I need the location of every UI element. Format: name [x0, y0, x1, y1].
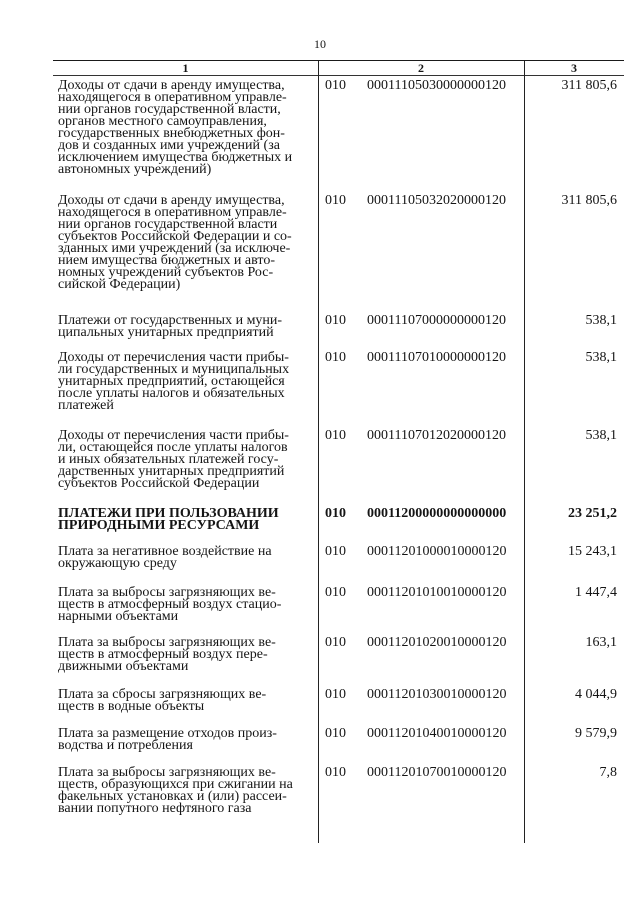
row-name-line: исключением имущества бюджетных и	[58, 150, 293, 165]
row-name-line: Платежи от государственных и муни-	[58, 313, 283, 328]
row-name	[58, 587, 316, 623]
page-number: 10	[314, 37, 326, 51]
row-name	[58, 546, 316, 570]
row-amount: 23 251,2	[568, 506, 617, 521]
row-name-line: номных учреждений субъектов Рос-	[58, 265, 274, 280]
row-amount: 15 243,1	[568, 544, 617, 559]
row-name-line: зданных ими учреждений (за исключе-	[58, 241, 291, 256]
row-amount: 7,8	[599, 765, 617, 780]
row-name-line: ПЛАТЕЖИ ПРИ ПОЛЬЗОВАНИИ	[58, 506, 279, 521]
row-admin-code: 010	[325, 506, 346, 521]
row-name-line: ществ, образующихся при сжигании на	[58, 777, 293, 792]
row-admin-code: 010	[325, 585, 346, 600]
row-name-line: автономных учреждений)	[58, 162, 212, 177]
row-name-line: движными объектами	[58, 659, 189, 674]
row-name-line: Плата за сбросы загрязняющих ве-	[58, 687, 267, 702]
row-budget-code: 00011201010010000120	[367, 585, 507, 600]
row-name-line: факельных установках и (или) рассеи-	[58, 789, 287, 804]
row-name	[58, 315, 316, 339]
row-name-line: Плата за выбросы загрязняющих ве-	[58, 585, 276, 600]
row-name-line: дарственных унитарных предприятий	[58, 464, 285, 479]
row-name-line: Доходы от перечисления части прибы-	[58, 428, 289, 443]
row-name-line: ществ в атмосферный воздух стацио-	[58, 597, 282, 612]
row-budget-code: 00011107010000000120	[367, 350, 506, 365]
row-admin-code: 010	[325, 726, 346, 741]
row-admin-code: 010	[325, 313, 346, 328]
row-name-line: после уплаты налогов и обязательных	[58, 386, 285, 401]
row-amount: 538,1	[585, 350, 617, 365]
row-name-line: ципальных унитарных предприятий	[58, 325, 274, 340]
column-divider-1	[318, 61, 319, 843]
column-divider-2	[524, 61, 525, 843]
row-admin-code: 010	[325, 193, 346, 208]
row-name-line: ли государственных и муниципальных	[58, 362, 290, 377]
row-amount: 4 044,9	[575, 687, 617, 702]
row-amount: 1 447,4	[575, 585, 617, 600]
row-budget-code: 00011107000000000120	[367, 313, 506, 328]
row-name-line: ПРИРОДНЫМИ РЕСУРСАМИ	[58, 518, 260, 533]
row-amount: 538,1	[585, 428, 617, 443]
row-name-line: нии органов государственной власти	[58, 217, 278, 232]
row-name-line: государственных внебюджетных фон-	[58, 126, 285, 141]
row-name	[58, 195, 316, 291]
row-admin-code: 010	[325, 765, 346, 780]
row-name-line: субъектов Российской Федерации и со-	[58, 229, 292, 244]
row-admin-code: 010	[325, 350, 346, 365]
row-admin-code: 010	[325, 544, 346, 559]
row-budget-code: 00011105030000000120	[367, 78, 506, 93]
row-budget-code: 00011105032020000120	[367, 193, 506, 208]
row-name-line: органов местного самоуправления,	[58, 114, 267, 129]
row-name-line: находящегося в оперативном управле-	[58, 205, 287, 220]
row-name-line: ществ в водные объекты	[58, 699, 205, 714]
row-name-line: Плата за выбросы загрязняющих ве-	[58, 765, 276, 780]
row-name-line: и иных обязательных платежей госу-	[58, 452, 279, 467]
row-name-line: Плата за негативное воздействие на	[58, 544, 272, 559]
row-name-line: сийской Федерации)	[58, 277, 181, 292]
row-amount: 311 805,6	[561, 78, 617, 93]
row-budget-code: 00011201020010000120	[367, 635, 507, 650]
row-budget-code: 00011200000000000000	[367, 506, 507, 521]
row-name-line: нием имущества бюджетных и авто-	[58, 253, 275, 268]
row-amount: 9 579,9	[575, 726, 617, 741]
row-name-line: ли, остающейся после уплаты налогов	[58, 440, 288, 455]
row-name	[58, 80, 316, 176]
column-header-2: 2	[418, 61, 424, 75]
row-name-line: ществ в атмосферный воздух пере-	[58, 647, 268, 662]
row-name	[58, 352, 316, 412]
column-header-1: 1	[182, 61, 189, 75]
row-name-line: платежей	[58, 398, 114, 413]
row-name-line: Доходы от сдачи в аренду имущества,	[58, 193, 285, 208]
row-amount: 311 805,6	[561, 193, 617, 208]
row-budget-code: 00011201040010000120	[367, 726, 507, 741]
table-header-rule	[53, 75, 624, 76]
row-name-line: вании попутного нефтяного газа	[58, 801, 252, 816]
row-name-line: находящегося в оперативном управле-	[58, 90, 287, 105]
row-name	[58, 689, 316, 713]
row-budget-code: 00011201030010000120	[367, 687, 507, 702]
row-name-line: окружающую среду	[58, 556, 177, 571]
row-admin-code: 010	[325, 78, 346, 93]
row-name-line: Доходы от перечисления части прибы-	[58, 350, 289, 365]
row-name-line: нарными объектами	[58, 609, 179, 624]
row-name-line: Доходы от сдачи в аренду имущества,	[58, 78, 285, 93]
row-name-line: унитарных предприятий, остающейся	[58, 374, 285, 389]
row-name-line: Плата за выбросы загрязняющих ве-	[58, 635, 276, 650]
row-name-line: нии органов государственной власти,	[58, 102, 281, 117]
row-name	[58, 508, 316, 532]
row-name	[58, 637, 316, 673]
row-name-line: дов и созданных ими учреждений (за	[58, 138, 280, 153]
row-name	[58, 430, 316, 490]
row-name	[58, 767, 316, 815]
row-budget-code: 00011107012020000120	[367, 428, 506, 443]
row-admin-code: 010	[325, 687, 346, 702]
row-budget-code: 00011201070010000120	[367, 765, 507, 780]
row-name	[58, 728, 316, 752]
row-amount: 163,1	[585, 635, 617, 650]
row-admin-code: 010	[325, 428, 346, 443]
row-budget-code: 00011201000010000120	[367, 544, 507, 559]
row-name-line: водства и потребления	[58, 738, 193, 753]
row-amount: 538,1	[585, 313, 617, 328]
column-header-3: 3	[571, 61, 577, 75]
row-admin-code: 010	[325, 635, 346, 650]
row-name-line: Плата за размещение отходов произ-	[58, 726, 277, 741]
row-name-line: субъектов Российской Федерации	[58, 476, 260, 491]
